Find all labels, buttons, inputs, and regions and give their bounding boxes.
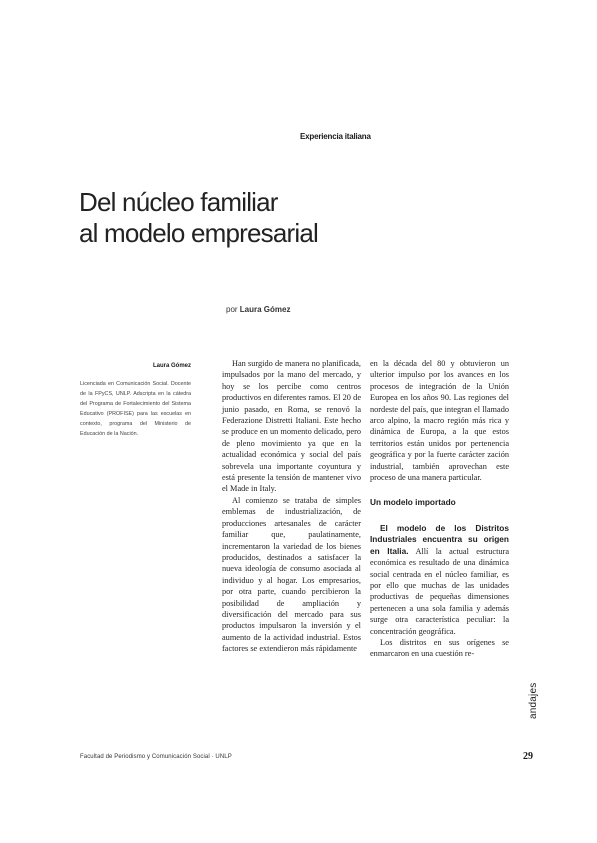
byline <box>226 305 290 314</box>
section-subheading: Un modelo importado <box>370 497 456 508</box>
body-paragraph: Al comienzo se trataba de simples emblemas de industrialización, de producciones artesanales de carácter familiar que, paulatinamente, incrementaron la variedad de los bienes producidos, destinados a satisfacer la nueva ideología de consumo asociada al individuo y al hogar. Los empresarios, por otra parte, cuando percibieron la posibilidad de ampliación y diversificación del mercado para sus productos impulsaron la inversión y el aumento de la actividad industrial. Estos factores se extendieron más rápidamente <box>222 495 361 654</box>
body-column-1 <box>222 358 361 655</box>
page-number: 29 <box>523 751 533 762</box>
byline-author: Laura Gómez <box>239 305 291 314</box>
body-column-2 <box>370 358 509 660</box>
author-box-name: Laura Gómez <box>152 363 191 369</box>
page-footer: Facultad de Periodismo y Comunicación Social · UNLP <box>80 754 232 760</box>
article-title-line-1: Del núcleo familiar <box>79 187 278 217</box>
author-box-bio: Licenciada en Comunicación Social. Docente de la FPyCS, UNLP. Adscripta en la cátedra del Programa de Fortalecimiento del Sistema Educativo (PROFISE) para las escuelas en contexto, programa del Ministerio de Educación de la Nación. <box>80 381 191 437</box>
article-title-line-2: al modelo empresarial <box>79 218 318 248</box>
lead-sentence: El modelo de los Distritos Industriales encuentra su origen en Italia. <box>370 522 509 556</box>
body-paragraph: en la década del 80 y obtuvieron un ulterior impulso por los avances en los procesos de integración de la Unión Europea en los años 90. Las regiones del nordeste del país, que integran el llamado arco alpino, la macro región más rica y dinámica de Europa, a la que estos territorios están unidos por pertenencia geográfica y por la fuerte carácter zación industrial, también aprovechan este proceso de una manera particular. <box>370 359 509 483</box>
body-paragraph: Los distritos en sus orígenes se enmarcaron en una cuestión re- <box>370 637 509 659</box>
byline-prefix: por <box>226 305 238 314</box>
body-paragraph <box>370 523 509 637</box>
body-text: Allí la actual estructura económica es resultado de una dinámica social centrada en el núcleo familiar, es por ello que muchas de las unidades productivas de pequeñas dimensiones pertenecen a una sola familia y además surge otra característica peculiar: la concentración geográfica. <box>370 546 510 636</box>
article-title <box>79 187 439 249</box>
body-paragraph: Han surgido de manera no planificada, impulsados por la mano del mercado, y hoy se los percibe como centros productivos en diferentes ramos. El 20 de junio pasado, en Roma, se renovó la Federazione Distretti Italiani. Este hecho se produce en un momento delicado, pero de pleno movimiento ya que en la actualidad económica y social del país sobrevela una importante coyuntura y está presente la tensión de mantener vivo el Made in Italy. <box>222 359 361 494</box>
side-tab-label: andajes <box>528 682 539 719</box>
section-label: Experiencia italiana <box>300 132 371 141</box>
side-tab <box>528 665 542 720</box>
